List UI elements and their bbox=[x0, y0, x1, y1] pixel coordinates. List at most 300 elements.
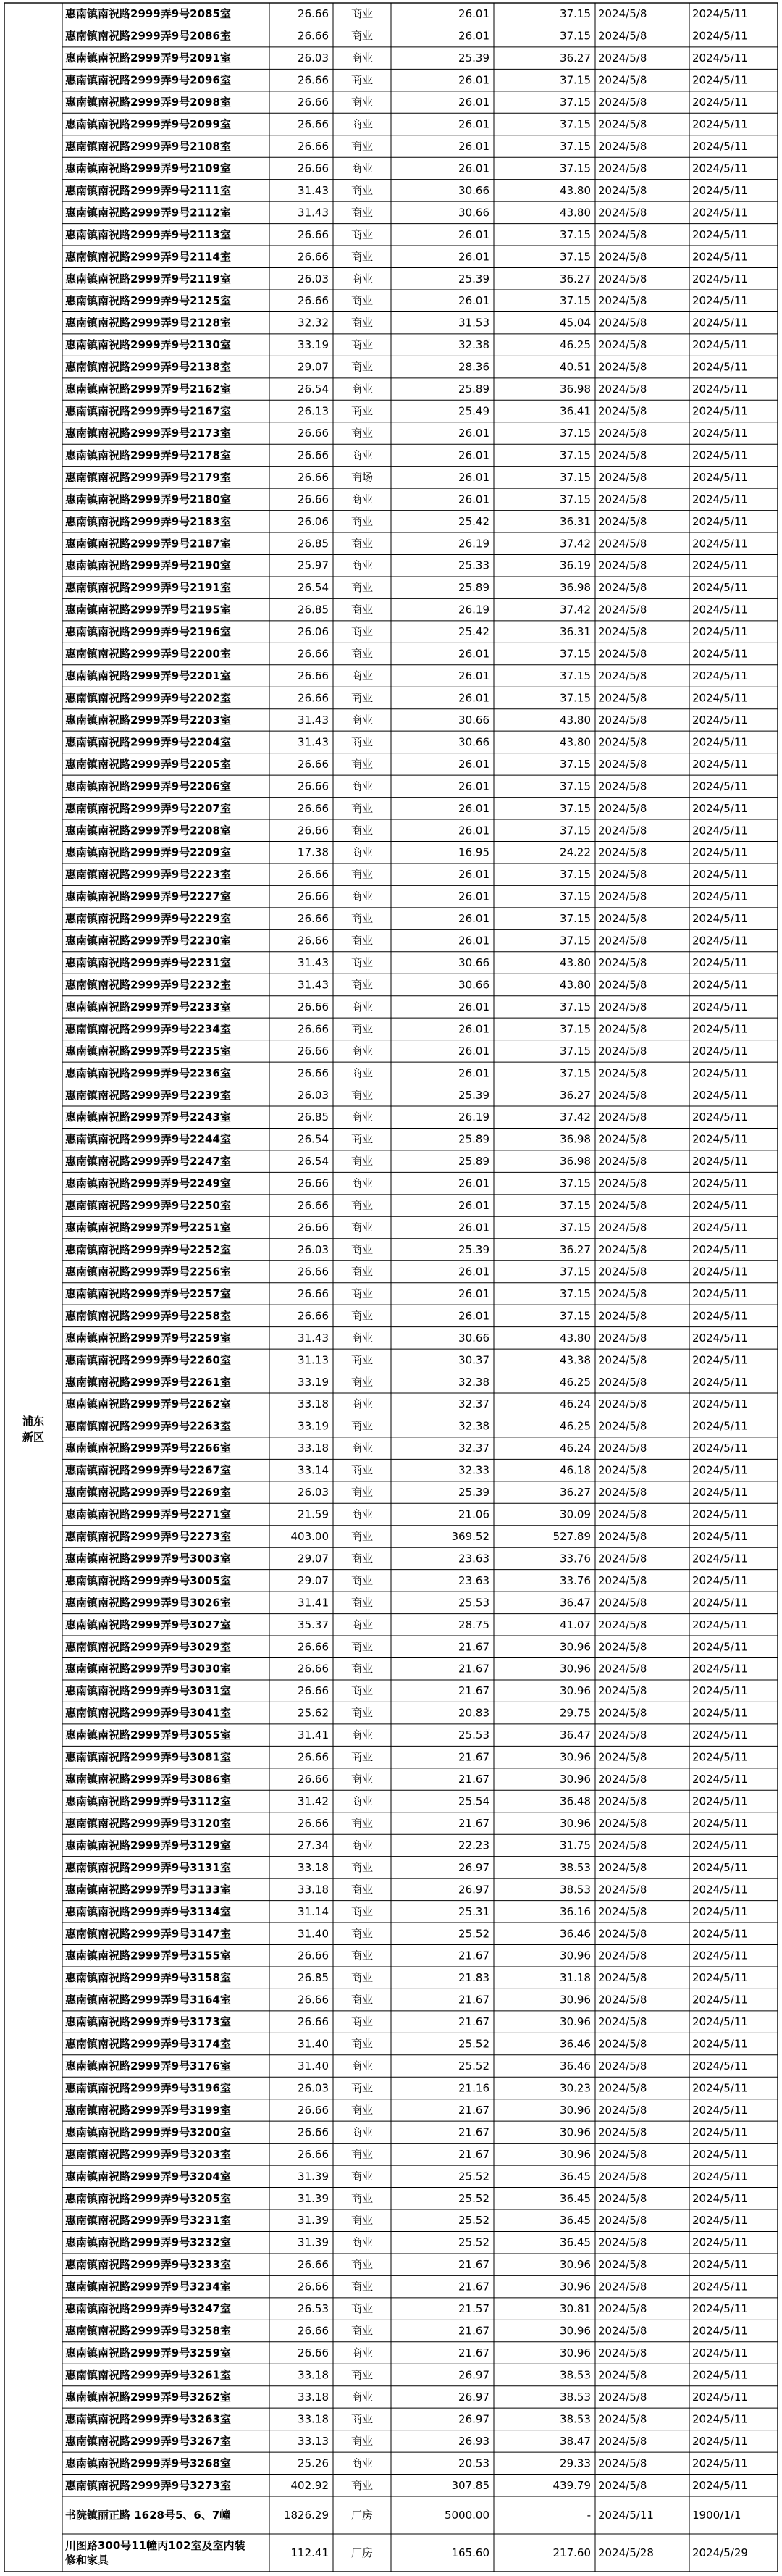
total-cell: 30.96 bbox=[560, 2103, 591, 2117]
address-cell: 惠南镇南祝路2999弄9号2256室 bbox=[65, 1265, 231, 1279]
area-cell: 112.41 bbox=[290, 2546, 329, 2559]
table-row bbox=[65, 1971, 748, 1984]
price-cell: 26.01 bbox=[458, 227, 489, 241]
total-cell: 36.98 bbox=[560, 382, 591, 396]
area-cell: 25.62 bbox=[298, 1706, 329, 1720]
date-start-cell: 2024/5/8 bbox=[598, 1816, 647, 1830]
area-cell: 31.41 bbox=[298, 1596, 329, 1610]
table-row bbox=[65, 2148, 748, 2161]
address-cell: 惠南镇南祝路2999弄9号2112室 bbox=[65, 206, 231, 219]
total-cell: 37.15 bbox=[560, 1022, 591, 1036]
date-end-cell: 2024/5/11 bbox=[692, 117, 748, 131]
area-cell: 33.14 bbox=[298, 1463, 329, 1477]
table-row bbox=[65, 361, 748, 374]
area-cell: 33.18 bbox=[298, 2412, 329, 2426]
table-row bbox=[65, 1353, 748, 1366]
date-start-cell: 2024/5/8 bbox=[598, 934, 647, 948]
total-cell: 31.18 bbox=[560, 1971, 591, 1985]
total-cell: 33.76 bbox=[560, 1573, 591, 1587]
table-row bbox=[65, 1376, 748, 1389]
date-end-cell: 2024/5/11 bbox=[692, 1397, 748, 1411]
total-cell: 36.19 bbox=[560, 559, 591, 572]
area-cell: 26.66 bbox=[298, 1993, 329, 2007]
use-cell: 商业 bbox=[350, 1662, 374, 1676]
address-cell: 惠南镇南祝路2999弄9号2229室 bbox=[65, 912, 231, 926]
address-cell: 惠南镇南祝路2999弄9号2266室 bbox=[65, 1442, 231, 1455]
address-cell: 惠南镇南祝路2999弄9号3158室 bbox=[65, 1971, 231, 1985]
date-end-cell: 2024/5/11 bbox=[692, 1155, 748, 1168]
price-cell: 5000.00 bbox=[444, 2509, 489, 2522]
total-cell: - bbox=[586, 2509, 591, 2522]
use-cell: 商业 bbox=[350, 1883, 374, 1897]
price-cell: 25.31 bbox=[458, 1904, 489, 1918]
use-cell: 商业 bbox=[350, 29, 374, 43]
use-cell: 商业 bbox=[350, 2125, 374, 2139]
date-start-cell: 2024/5/8 bbox=[598, 7, 647, 21]
use-cell: 商业 bbox=[350, 1839, 374, 1852]
price-cell: 25.89 bbox=[458, 581, 489, 595]
date-start-cell: 2024/5/8 bbox=[598, 581, 647, 595]
address-cell: 惠南镇南祝路2999弄9号3258室 bbox=[65, 2324, 231, 2338]
address-cell: 惠南镇南祝路2999弄9号2099室 bbox=[65, 117, 231, 131]
area-cell: 26.66 bbox=[298, 2258, 329, 2272]
use-cell: 商业 bbox=[350, 493, 374, 506]
total-cell: 37.15 bbox=[560, 29, 591, 43]
use-cell: 商业 bbox=[350, 1397, 374, 1411]
price-cell: 25.52 bbox=[458, 2214, 489, 2228]
table-row bbox=[65, 1331, 748, 1345]
use-cell: 商业 bbox=[350, 1949, 374, 1962]
total-cell: 37.15 bbox=[560, 757, 591, 771]
date-start-cell: 2024/5/8 bbox=[598, 537, 647, 551]
date-end-cell: 2024/5/11 bbox=[692, 382, 748, 396]
date-start-cell: 2024/5/8 bbox=[598, 1353, 647, 1367]
date-start-cell: 2024/5/8 bbox=[598, 2214, 647, 2228]
table-row bbox=[65, 2192, 748, 2205]
area-cell: 33.18 bbox=[298, 1397, 329, 1411]
date-start-cell: 2024/5/8 bbox=[598, 1552, 647, 1565]
address-cell: 惠南镇南祝路2999弄9号2260室 bbox=[65, 1353, 231, 1367]
total-cell: 38.47 bbox=[560, 2434, 591, 2448]
use-cell: 商业 bbox=[350, 96, 374, 109]
table-row bbox=[65, 691, 748, 704]
address-cell: 惠南镇南祝路2999弄9号2207室 bbox=[65, 801, 231, 815]
date-start-cell: 2024/5/8 bbox=[598, 1860, 647, 1874]
area-cell: 26.54 bbox=[298, 1155, 329, 1168]
total-cell: 43.80 bbox=[560, 978, 591, 992]
total-cell: 36.48 bbox=[560, 1794, 591, 1808]
table-row bbox=[65, 1751, 748, 1764]
total-cell: 40.51 bbox=[560, 360, 591, 374]
area-cell: 26.53 bbox=[298, 2302, 329, 2316]
use-cell: 商业 bbox=[350, 537, 374, 551]
address-cell: 惠南镇南祝路2999弄9号2230室 bbox=[65, 934, 231, 948]
date-start-cell: 2024/5/8 bbox=[598, 338, 647, 352]
price-cell: 21.83 bbox=[458, 1971, 489, 1985]
price-cell: 26.01 bbox=[458, 1265, 489, 1279]
address-cell: 惠南镇南祝路2999弄9号3204室 bbox=[65, 2170, 231, 2183]
area-cell: 26.66 bbox=[298, 73, 329, 87]
use-cell: 商业 bbox=[350, 868, 374, 882]
area-cell: 31.40 bbox=[298, 2037, 329, 2051]
use-cell: 商业 bbox=[350, 51, 374, 65]
table-row bbox=[65, 2125, 748, 2138]
total-cell: 36.98 bbox=[560, 1132, 591, 1146]
total-cell: 38.53 bbox=[560, 2368, 591, 2382]
total-cell: 30.96 bbox=[560, 2346, 591, 2360]
use-cell: 商业 bbox=[350, 559, 374, 572]
use-cell: 商业 bbox=[350, 448, 374, 462]
price-cell: 26.01 bbox=[458, 1221, 489, 1234]
use-cell: 商业 bbox=[350, 1155, 374, 1168]
area-cell: 26.66 bbox=[298, 426, 329, 440]
date-end-cell: 2024/5/11 bbox=[692, 1552, 748, 1565]
price-cell: 31.53 bbox=[458, 316, 489, 330]
date-start-cell: 2024/5/8 bbox=[598, 1375, 647, 1389]
table-row bbox=[65, 2258, 748, 2271]
area-cell: 31.43 bbox=[298, 956, 329, 970]
address-cell: 惠南镇南祝路2999弄9号2180室 bbox=[65, 493, 231, 506]
area-cell: 31.13 bbox=[298, 1353, 329, 1367]
date-end-cell: 2024/5/11 bbox=[692, 2390, 748, 2404]
address-cell: 川图路300号11幢丙102室及室内装修和家具 bbox=[65, 2539, 245, 2567]
total-cell: 37.15 bbox=[560, 779, 591, 793]
total-cell: 37.15 bbox=[560, 96, 591, 109]
total-cell: 36.45 bbox=[560, 2236, 591, 2249]
price-cell: 26.01 bbox=[458, 1066, 489, 1080]
address-cell: 惠南镇南祝路2999弄9号3081室 bbox=[65, 1750, 231, 1764]
use-cell: 商业 bbox=[350, 1927, 374, 1941]
date-end-cell: 2024/5/11 bbox=[692, 2324, 748, 2338]
date-end-cell: 2024/5/11 bbox=[692, 1773, 748, 1786]
area-cell: 33.18 bbox=[298, 2368, 329, 2382]
total-cell: 36.46 bbox=[560, 2059, 591, 2073]
date-end-cell: 2024/5/11 bbox=[692, 1419, 748, 1433]
price-cell: 25.89 bbox=[458, 1132, 489, 1146]
table-row bbox=[65, 1066, 748, 1079]
address-cell: 惠南镇南祝路2999弄9号3205室 bbox=[65, 2191, 231, 2205]
table-row bbox=[65, 382, 748, 396]
date-end-cell: 2024/5/11 bbox=[692, 2015, 748, 2029]
price-cell: 30.66 bbox=[458, 206, 489, 219]
use-cell: 商业 bbox=[350, 1088, 374, 1102]
date-end-cell: 2024/5/11 bbox=[692, 1088, 748, 1102]
price-cell: 30.66 bbox=[458, 713, 489, 727]
price-cell: 26.01 bbox=[458, 801, 489, 815]
date-start-cell: 2024/5/8 bbox=[598, 2191, 647, 2205]
date-end-cell: 2024/5/11 bbox=[692, 493, 748, 506]
area-cell: 26.66 bbox=[298, 96, 329, 109]
date-start-cell: 2024/5/8 bbox=[598, 2412, 647, 2426]
price-cell: 26.97 bbox=[458, 2368, 489, 2382]
date-end-cell: 2024/5/11 bbox=[692, 162, 748, 175]
address-cell: 惠南镇南祝路2999弄9号2119室 bbox=[65, 272, 231, 285]
address-cell: 惠南镇南祝路2999弄9号3027室 bbox=[65, 1618, 231, 1631]
address-cell: 惠南镇南祝路2999弄9号2251室 bbox=[65, 1221, 231, 1234]
date-start-cell: 2024/5/8 bbox=[598, 1044, 647, 1058]
price-cell: 26.01 bbox=[458, 912, 489, 926]
date-start-cell: 2024/5/8 bbox=[598, 1507, 647, 1521]
area-cell: 26.66 bbox=[298, 1750, 329, 1764]
address-cell: 惠南镇南祝路2999弄9号2114室 bbox=[65, 250, 231, 264]
table-row bbox=[65, 1177, 748, 1190]
price-cell: 30.66 bbox=[458, 183, 489, 197]
use-cell: 商业 bbox=[350, 956, 374, 970]
use-cell: 商业 bbox=[350, 1353, 374, 1367]
date-start-cell: 2024/5/8 bbox=[598, 1773, 647, 1786]
table-row bbox=[65, 471, 748, 484]
date-start-cell: 2024/5/8 bbox=[598, 1176, 647, 1190]
use-cell: 商业 bbox=[350, 1287, 374, 1300]
use-cell: 商业 bbox=[350, 1419, 374, 1433]
total-cell: 37.15 bbox=[560, 1000, 591, 1013]
date-end-cell: 2024/5/11 bbox=[692, 956, 748, 970]
address-cell: 惠南镇南祝路2999弄9号3041室 bbox=[65, 1706, 231, 1720]
date-end-cell: 2024/5/11 bbox=[692, 1706, 748, 1720]
date-start-cell: 2024/5/8 bbox=[598, 669, 647, 683]
date-end-cell: 2024/5/11 bbox=[692, 2236, 748, 2249]
table-row bbox=[65, 30, 748, 43]
date-start-cell: 2024/5/8 bbox=[598, 2081, 647, 2095]
table-row bbox=[65, 2435, 748, 2448]
date-start-cell: 2024/5/8 bbox=[598, 1463, 647, 1477]
table-row bbox=[65, 1000, 748, 1013]
use-cell: 商业 bbox=[350, 2346, 374, 2360]
price-cell: 26.01 bbox=[458, 824, 489, 837]
table-row bbox=[65, 868, 748, 881]
total-cell: 30.23 bbox=[560, 2081, 591, 2095]
use-cell: 商业 bbox=[350, 1309, 374, 1323]
address-cell: 惠南镇南祝路2999弄9号3233室 bbox=[65, 2258, 231, 2272]
total-cell: 36.47 bbox=[560, 1596, 591, 1610]
total-cell: 36.45 bbox=[560, 2191, 591, 2205]
address-cell: 惠南镇南祝路2999弄9号2205室 bbox=[65, 757, 231, 771]
area-cell: 26.66 bbox=[298, 757, 329, 771]
date-start-cell: 2024/5/8 bbox=[598, 757, 647, 771]
price-cell: 21.67 bbox=[458, 2147, 489, 2161]
price-cell: 26.01 bbox=[458, 1000, 489, 1013]
table-row bbox=[65, 51, 748, 64]
price-cell: 30.66 bbox=[458, 735, 489, 749]
use-cell: 商业 bbox=[350, 912, 374, 926]
area-cell: 26.66 bbox=[298, 2280, 329, 2293]
table-row bbox=[65, 1596, 748, 1609]
area-cell: 33.19 bbox=[298, 338, 329, 352]
use-cell: 商业 bbox=[350, 1463, 374, 1477]
area-cell: 29.07 bbox=[298, 1552, 329, 1565]
date-start-cell: 2024/5/8 bbox=[598, 824, 647, 837]
price-cell: 26.01 bbox=[458, 29, 489, 43]
price-cell: 25.39 bbox=[458, 51, 489, 65]
use-cell: 商业 bbox=[350, 7, 374, 21]
area-cell: 26.66 bbox=[298, 1640, 329, 1654]
date-end-cell: 2024/5/11 bbox=[692, 912, 748, 926]
price-cell: 26.97 bbox=[458, 1883, 489, 1897]
area-cell: 31.43 bbox=[298, 1331, 329, 1345]
date-end-cell: 2024/5/11 bbox=[692, 206, 748, 219]
total-cell: 37.15 bbox=[560, 912, 591, 926]
address-cell: 惠南镇南祝路2999弄9号2232室 bbox=[65, 978, 231, 992]
area-cell: 35.37 bbox=[298, 1618, 329, 1631]
address-cell: 惠南镇南祝路2999弄9号2108室 bbox=[65, 139, 231, 153]
date-start-cell: 2024/5/8 bbox=[598, 2147, 647, 2161]
address-cell: 惠南镇南祝路2999弄9号2167室 bbox=[65, 404, 231, 418]
address-cell: 惠南镇南祝路2999弄9号2209室 bbox=[65, 845, 231, 859]
table-row bbox=[65, 1486, 748, 1499]
total-cell: 46.18 bbox=[560, 1463, 591, 1477]
date-end-cell: 2024/5/11 bbox=[692, 1883, 748, 1897]
date-start-cell: 2024/5/8 bbox=[598, 713, 647, 727]
table-row bbox=[65, 74, 748, 87]
area-cell: 26.66 bbox=[298, 470, 329, 484]
total-cell: 37.15 bbox=[560, 7, 591, 21]
use-cell: 商业 bbox=[350, 2478, 374, 2492]
use-cell: 商业 bbox=[350, 603, 374, 616]
date-end-cell: 2024/5/11 bbox=[692, 1463, 748, 1477]
date-start-cell: 2024/5/8 bbox=[598, 735, 647, 749]
area-cell: 31.43 bbox=[298, 735, 329, 749]
use-cell: 商业 bbox=[350, 1728, 374, 1742]
table-row bbox=[65, 1640, 748, 1653]
area-cell: 31.43 bbox=[298, 713, 329, 727]
total-cell: 46.25 bbox=[560, 338, 591, 352]
total-cell: 37.15 bbox=[560, 1066, 591, 1080]
use-cell: 商业 bbox=[350, 382, 374, 396]
address-cell: 惠南镇南祝路2999弄9号2196室 bbox=[65, 625, 231, 639]
total-cell: 38.53 bbox=[560, 2390, 591, 2404]
address-cell: 惠南镇南祝路2999弄9号2113室 bbox=[65, 227, 231, 241]
use-cell: 商业 bbox=[350, 162, 374, 175]
area-cell: 26.06 bbox=[298, 625, 329, 639]
use-cell: 商业 bbox=[350, 647, 374, 661]
total-cell: 33.76 bbox=[560, 1552, 591, 1565]
use-cell: 商业 bbox=[350, 1066, 374, 1080]
date-end-cell: 2024/5/11 bbox=[692, 1442, 748, 1455]
use-cell: 商业 bbox=[350, 1816, 374, 1830]
total-cell: 43.80 bbox=[560, 735, 591, 749]
price-cell: 30.66 bbox=[458, 978, 489, 992]
price-cell: 20.83 bbox=[458, 1706, 489, 1720]
address-cell: 惠南镇南祝路2999弄9号3112室 bbox=[65, 1794, 231, 1808]
table-row bbox=[65, 294, 748, 307]
total-cell: 37.15 bbox=[560, 1199, 591, 1213]
use-cell: 商业 bbox=[350, 691, 374, 705]
price-cell: 32.38 bbox=[458, 338, 489, 352]
area-cell: 26.66 bbox=[298, 7, 329, 21]
price-cell: 26.01 bbox=[458, 250, 489, 264]
use-cell: 商业 bbox=[350, 2059, 374, 2073]
date-start-cell: 2024/5/8 bbox=[598, 1971, 647, 1985]
address-cell: 惠南镇南祝路2999弄9号3129室 bbox=[65, 1839, 231, 1852]
price-cell: 26.01 bbox=[458, 294, 489, 308]
date-start-cell: 2024/5/8 bbox=[598, 1839, 647, 1852]
address-cell: 惠南镇南祝路2999弄9号2273室 bbox=[65, 1529, 231, 1543]
date-start-cell: 2024/5/8 bbox=[598, 1199, 647, 1213]
address-cell: 惠南镇南祝路2999弄9号3155室 bbox=[65, 1949, 231, 1962]
total-cell: 45.04 bbox=[560, 316, 591, 330]
table-row bbox=[65, 1861, 748, 1874]
price-cell: 32.37 bbox=[458, 1442, 489, 1455]
table-row bbox=[65, 559, 748, 572]
use-cell: 商业 bbox=[350, 1993, 374, 2007]
total-cell: 43.80 bbox=[560, 1331, 591, 1345]
use-cell: 商业 bbox=[350, 2258, 374, 2272]
address-cell: 惠南镇南祝路2999弄9号2125室 bbox=[65, 294, 231, 308]
address-cell: 惠南镇南祝路2999弄9号2109室 bbox=[65, 162, 231, 175]
area-cell: 31.40 bbox=[298, 1927, 329, 1941]
table-row bbox=[65, 846, 748, 859]
total-cell: 439.79 bbox=[552, 2478, 591, 2492]
use-cell: 商业 bbox=[350, 2236, 374, 2249]
use-cell: 商业 bbox=[350, 2037, 374, 2051]
table-row bbox=[65, 1111, 748, 1124]
area-cell: 33.19 bbox=[298, 1375, 329, 1389]
date-start-cell: 2024/5/8 bbox=[598, 1640, 647, 1654]
table-row bbox=[65, 2236, 748, 2249]
address-cell: 惠南镇南祝路2999弄9号3030室 bbox=[65, 1662, 231, 1676]
date-start-cell: 2024/5/8 bbox=[598, 2280, 647, 2293]
address-cell: 惠南镇南祝路2999弄9号3259室 bbox=[65, 2346, 231, 2360]
date-start-cell: 2024/5/8 bbox=[598, 1309, 647, 1323]
total-cell: 37.42 bbox=[560, 603, 591, 616]
date-end-cell: 2024/5/11 bbox=[692, 404, 748, 418]
date-end-cell: 2024/5/11 bbox=[692, 448, 748, 462]
table-row bbox=[65, 1022, 748, 1035]
table-row bbox=[65, 1397, 748, 1410]
address-cell: 惠南镇南祝路2999弄9号3131室 bbox=[65, 1860, 231, 1874]
address-cell: 惠南镇南祝路2999弄9号2250室 bbox=[65, 1199, 231, 1213]
price-cell: 26.01 bbox=[458, 934, 489, 948]
date-end-cell: 2024/5/29 bbox=[692, 2546, 748, 2559]
area-cell: 26.66 bbox=[298, 912, 329, 926]
total-cell: 30.96 bbox=[560, 1816, 591, 1830]
use-cell: 商业 bbox=[350, 1265, 374, 1279]
area-cell: 26.54 bbox=[298, 1132, 329, 1146]
date-start-cell: 2024/5/8 bbox=[598, 117, 647, 131]
table-row bbox=[65, 758, 748, 771]
date-start-cell: 2024/5/8 bbox=[598, 956, 647, 970]
use-cell: 商业 bbox=[350, 338, 374, 352]
use-cell: 商业 bbox=[350, 779, 374, 793]
price-cell: 32.37 bbox=[458, 1397, 489, 1411]
use-cell: 商业 bbox=[350, 1000, 374, 1013]
total-cell: 30.96 bbox=[560, 1640, 591, 1654]
total-cell: 30.81 bbox=[560, 2302, 591, 2316]
area-cell: 26.66 bbox=[298, 934, 329, 948]
total-cell: 43.80 bbox=[560, 956, 591, 970]
price-cell: 25.53 bbox=[458, 1596, 489, 1610]
table-row bbox=[65, 1905, 748, 1918]
area-cell: 26.66 bbox=[298, 1044, 329, 1058]
address-cell: 惠南镇南祝路2999弄9号2244室 bbox=[65, 1132, 231, 1146]
use-cell: 商业 bbox=[350, 1176, 374, 1190]
address-cell: 惠南镇南祝路2999弄9号3199室 bbox=[65, 2103, 231, 2117]
date-end-cell: 2024/5/11 bbox=[692, 1287, 748, 1300]
price-cell: 26.01 bbox=[458, 1199, 489, 1213]
date-end-cell: 2024/5/11 bbox=[692, 139, 748, 153]
address-cell: 惠南镇南祝路2999弄9号3005室 bbox=[65, 1573, 231, 1587]
date-start-cell: 2024/5/8 bbox=[598, 2324, 647, 2338]
address-cell: 惠南镇南祝路2999弄9号2162室 bbox=[65, 382, 231, 396]
total-cell: 36.46 bbox=[560, 2037, 591, 2051]
use-cell: 商业 bbox=[350, 1750, 374, 1764]
address-cell: 惠南镇南祝路2999弄9号2187室 bbox=[65, 537, 231, 551]
area-cell: 26.66 bbox=[298, 294, 329, 308]
area-cell: 26.06 bbox=[298, 514, 329, 528]
date-end-cell: 2024/5/11 bbox=[692, 183, 748, 197]
date-end-cell: 2024/5/11 bbox=[692, 7, 748, 21]
date-end-cell: 2024/5/11 bbox=[692, 669, 748, 683]
